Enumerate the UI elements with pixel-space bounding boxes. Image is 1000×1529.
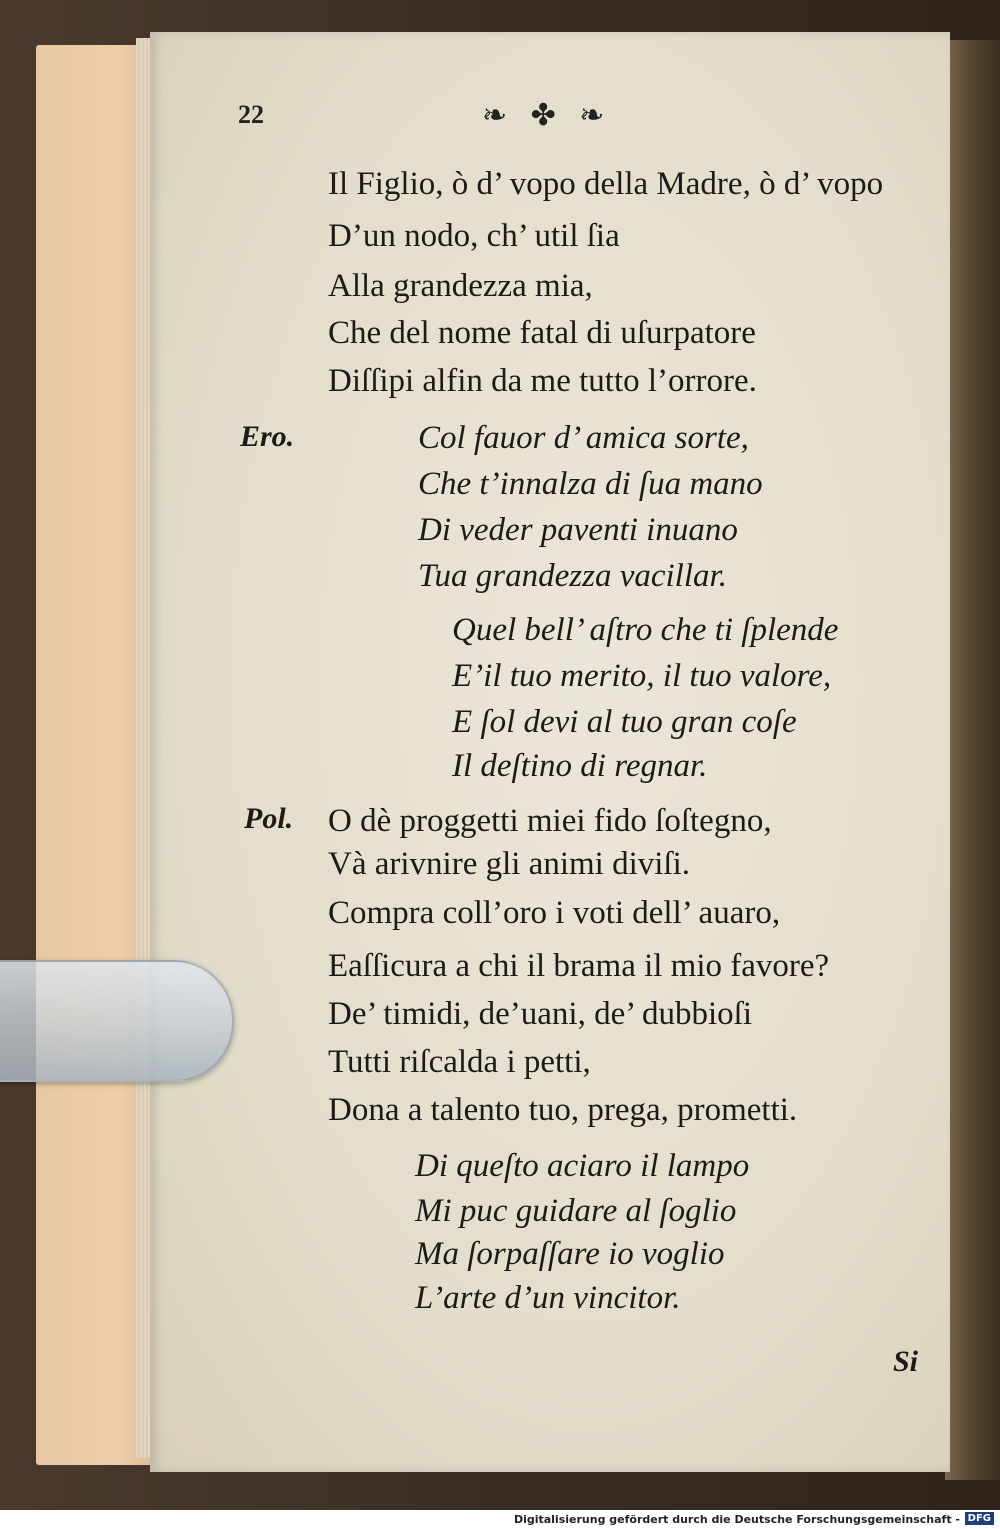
- verse-line: Che t’innalza di ſua mano: [418, 466, 763, 502]
- verse-line: D’un nodo, ch’ util ſia: [328, 218, 620, 254]
- page-weight-clip: [0, 960, 234, 1082]
- verse-line: Che del nome fatal di uſurpatore: [328, 315, 756, 351]
- verse-line: Quel bell’ aſtro che ti ſplende: [452, 612, 839, 648]
- verse-line: E ſol devi al tuo gran coſe: [452, 704, 797, 740]
- verse-line: Alla grandezza mia,: [328, 268, 593, 304]
- verse-line: De’ timidi, de’uani, de’ dubbioſi: [328, 996, 753, 1032]
- verse-line: Il Figlio, ò d’ vopo della Madre, ò d’ vopo: [328, 166, 884, 202]
- speaker-label-pol: Pol.: [244, 802, 294, 835]
- verse-line: Dona a talento tuo, prega, prometti.: [328, 1092, 798, 1128]
- verse-line: Col fauor d’ amica sorte,: [418, 420, 749, 456]
- verse-line: Di queſto aciaro il lampo: [415, 1148, 750, 1184]
- verse-line: Ma ſorpaſſare io voglio: [415, 1236, 725, 1272]
- verse-line: E’il tuo merito, il tuo valore,: [452, 658, 832, 694]
- verse-line: Compra coll’oro i voti dell’ auaro,: [328, 895, 781, 931]
- dfg-logo: DFG: [965, 1512, 994, 1525]
- footer-credit: Digitalisierung gefördert durch die Deutsche Forschungsgemeinschaft -: [513, 1513, 960, 1526]
- verse-line: Il deſtino di regnar.: [452, 748, 708, 784]
- page-number: 22: [238, 100, 264, 129]
- verse-line: Di veder paventi inuano: [418, 512, 738, 548]
- verse-line: Diſſipi alfin da me tutto l’orrore.: [328, 363, 757, 399]
- verse-line: L’arte d’un vincitor.: [415, 1280, 681, 1316]
- verse-line: Eaſſicura a chi il brama il mio favore?: [328, 948, 830, 984]
- verse-line: Tutti riſcalda i petti,: [328, 1044, 591, 1080]
- verse-line: Mi puc guidare al ſoglio: [415, 1193, 737, 1229]
- verse-line: O dè proggetti miei fido ſoſtegno,: [328, 803, 772, 839]
- facing-page-shadow: [945, 40, 1000, 1480]
- catchword: Si: [893, 1345, 919, 1378]
- speaker-label-ero: Ero.: [240, 420, 295, 453]
- verse-line: Và arivnire gli animi diviſi.: [328, 846, 691, 882]
- header-ornament: ❧ ✤ ❧: [482, 99, 613, 132]
- verse-line: Tua grandezza vacillar.: [418, 558, 727, 594]
